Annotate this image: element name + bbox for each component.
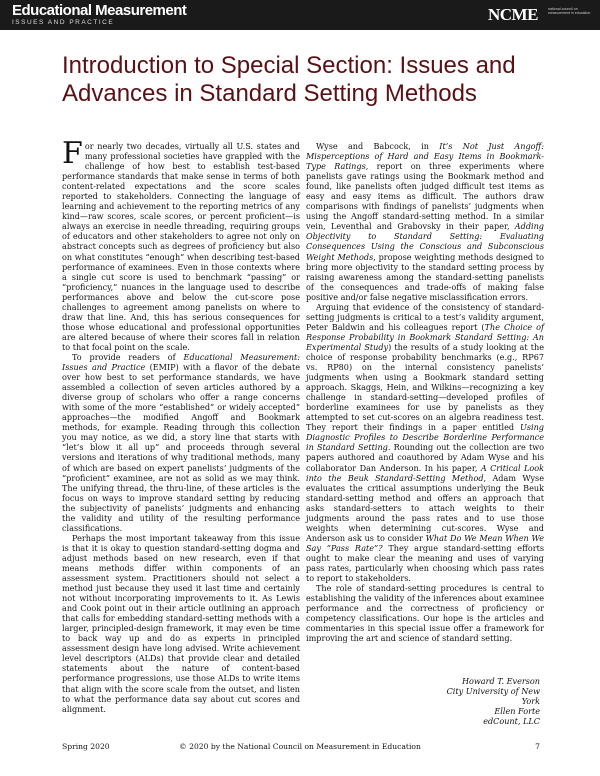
- paragraph-wyse-babcock: Wyse and Babcock, in It’s Not Just Angoff: Misperceptions of Hard and Easy Items in Bookmark-Type Ratings, report on three experiments where panelists gave ratings using the Bookmark method and found, like panelists often judged difficult test items as easy and easy items as difficult. The authors draw comparisons with findings of panelists’ judgments when using the Angoff standard-setting method. In a similar vein, Leventhal and Grabovsky in their paper, Adding Objectivity to Standard Setting: Evaluating Consequences Using the Conscious and Subconscious Weight Methods, propose weighting methods designed to bring more objectivity to the standard setting process by raising awareness among the standard-setting panelists of the consequences and trade-offs of making false positive and/or false negative misclassification errors.: [306, 141, 544, 302]
- ncme-logo-tagline: national council on measurement in education: [548, 7, 591, 16]
- drop-cap: F: [62, 136, 83, 171]
- author-name: Howard T. Everson: [461, 676, 540, 686]
- paragraph-consistency: Arguing that evidence of the consistency of standard-setting judgments is critical to a test’s validity argument, Peter Baldwin and his colleagues report (The Choice of Response Probability in Bookmark Standard Setting: An Experimental Study) the results of a study looking at the choice of response probability benchmarks (e.g., RP67 vs. RP80) on the internal consistency panelists’ judgments when using a Bookmark standard setting approach. Skaggs, Hein, and Wilkins—recognizing a key challenge in standard-setting—developed profiles of borderline examinees for use by panelists as they attempted to set cut-scores on an algebra readiness test. They report their findings in a paper entitled Using Diagnostic Profiles to Describe Borderline Performance in Standard Setting. Rounding out the collection are two papers authored and coauthored by Adam Wyse and his collaborator Dan Anderson. In his paper, A Critical Look into the Beuk Standard-Setting Method, Adam Wyse evaluates the critical assumptions underlying the Beuk standard-setting method and offers an approach that asks standard-setters to attach weights to their judgments around the pass rates and to use those weights when determining cut-scores. Wyse and Anderson ask us to consider What Do We Mean When We Say “Pass Rate”? They argue standard-setting efforts ought to make clear the meaning and uses of varying pass rates, particularly when choosing which pass rates to report to stakeholders.: [306, 301, 545, 584]
- paragraph-conclusion: The role of standard-setting procedures is central to establishing the validity of the inferences about examinee performance and the correctness of proficiency or competency classifications. Our hope is the articles and commentaries in this special issue offer a framework for improving the art and science of standard setting.: [306, 583, 544, 644]
- footer-copyright: © 2020 by the National Council on Measurement in Education: [179, 742, 421, 751]
- journal-subtitle: ISSUES AND PRACTICE: [12, 19, 115, 26]
- journal-title: Educational Measurement: [12, 2, 187, 19]
- paragraph-intro: For nearly two decades, virtually all U.S. states and many professional societies have grappled with the challenge of how best to establish test-based performance standards that make sense in terms of both content-related expectations and the score scales reported to stakeholders. Connecting the language of learning and achievement to the reporting metrics of any kind—raw scores, scale scores, or percent proficient—is always an exercise in needle threading, requiring groups of educators and other stakeholders to agree not only on abstract concepts such as degrees of proficiency but also on what constitutes “enough” when describing test-based performance of examinees. Even in those contexts where a single cut score is used to benchmark “passing” or “proficiency,” nuances in the language used to describe performances above and below the cut-score pose challenges to agreement among panelists on where to draw that line. And, this has serious consequences for those whose educational and professional opportunities are altered because of where their scores fall in relation to that focal point on the scale.: [62, 136, 300, 352]
- footer-issue: Spring 2020: [62, 742, 110, 751]
- right-column: [306, 141, 544, 643]
- left-column: [62, 136, 300, 714]
- author-name: Ellen Forte: [494, 706, 540, 717]
- footer-page-number: 7: [535, 742, 540, 751]
- paragraph-takeaway: Perhaps the most important takeaway from this issue is that it is okay to question standard-setting dogma and adjust methods based on new research, even if that means methods differ within components of an assessment system. Practitioners should not select a method just because they used it last time and certainly not without incorporating improvements to it. As Lewis and Cook point out in their article outlining an approach that calls for embedding standard-setting methods with a larger, principled-design framework, it may even be time to back way up and do as experts in principled assessment design have long advised. Write achievement level descriptors (ALDs) that provide clear and detailed statements about the nature of content-based performance progressions, use those ALDs to write items that align with the score scale from the outset, and listen to what the performance data say about cut scores and alignment.: [62, 532, 300, 714]
- paragraph-collection: To provide readers of Educational Measurement: Issues and Practice (EMIP) with a flavor of the debate over how best to set performance standards, we have assembled a collection of seven articles authored by a diverse group of scholars who offer a range concerns with some of the more “established” or widely accepted” approaches—the modified Angoff and Bookmark methods, for example. Reading through this collection you may notice, as we did, a story line that starts with “let’s blow it all up” and proceeds through several versions and iterations of why traditional methods, many of which are based on expert panelists’ judgments of the “proficient” examinee, are not as solid as we may think. The unifying thread, the thru-line, of these articles is the focus on ways to improve standard setting by reducing the subjectivity of panelists’ judgments and enhancing the validity and utility of the resulting performance classifications.: [62, 351, 300, 533]
- author-affiliation: City University of New York: [446, 686, 540, 707]
- ncme-logo: NCME: [488, 5, 538, 24]
- author-affiliation: edCount, LLC: [483, 716, 540, 727]
- journal-header-bar: [0, 0, 600, 30]
- author-signature: [430, 676, 540, 726]
- article-title: Introduction to Special Section: Issues and Advances in Standard Setting Methods: [62, 52, 516, 107]
